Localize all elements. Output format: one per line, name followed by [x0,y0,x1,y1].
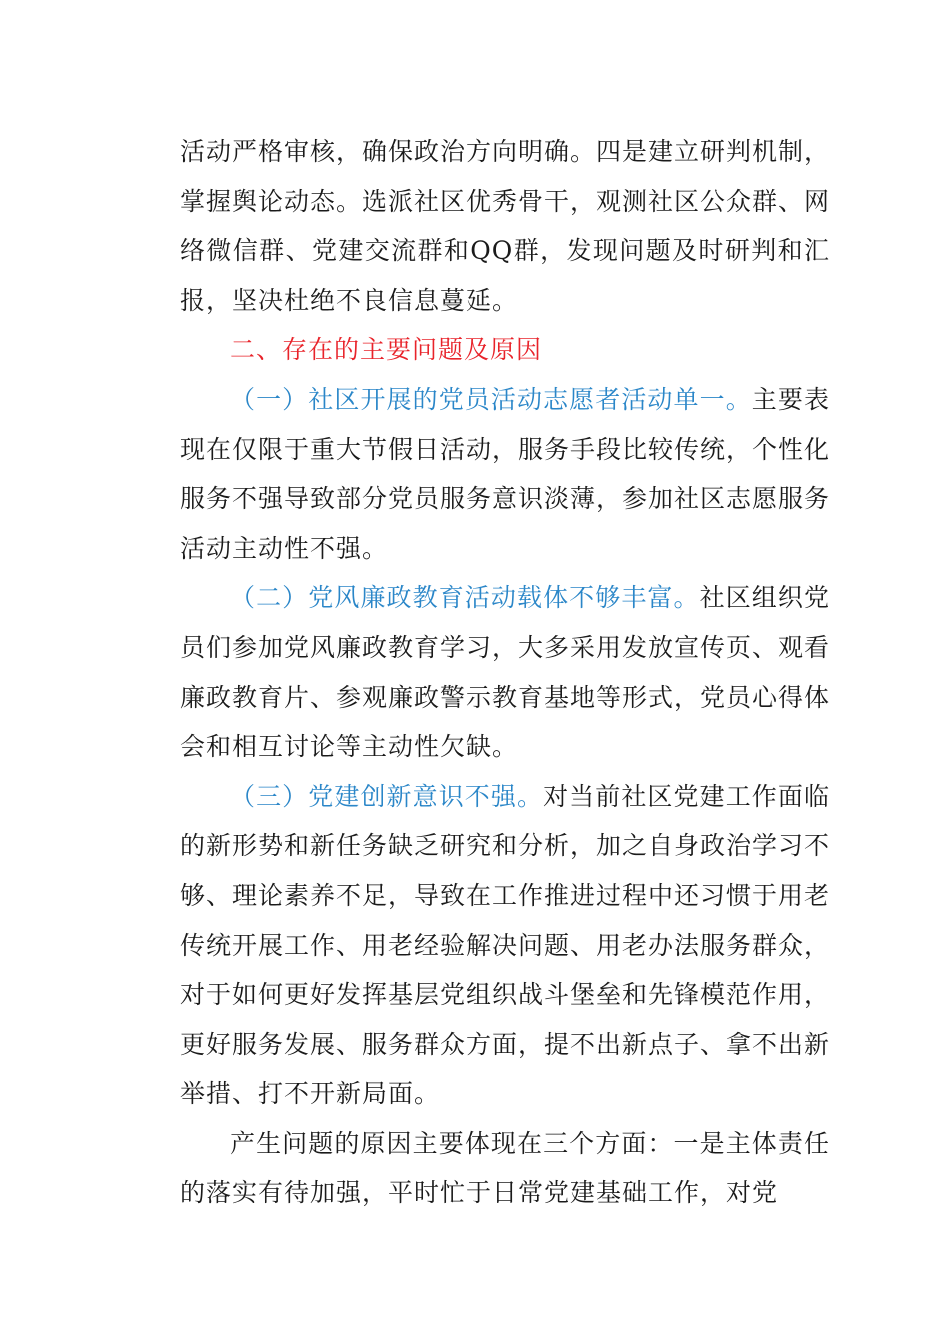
problem-item-3-title: （三）党建创新意识不强。 [230,781,544,811]
continued-paragraph: 活动严格审核，确保政治方向明确。四是建立研判机制，掌握舆论动态。选派社区优秀骨干，观测社区公众群、网络微信群、党建交流群和QQ群，发现问题及时研判和汇报，坚决杜绝不良信息蔓延。 [180,137,831,315]
problem-item-3-body: 对当前社区党建工作面临的新形势和新任务缺乏研究和分析，加之自身政治学习不够、理论素养不足，导致在工作推进过程中还习惯于用老传统开展工作、用老经验解决问题、用老办法服务群众，对于如何更好发挥基层党组织战斗堡垒和先锋模范作用，更好服务发展、服务群众方面，提不出新点子、拿不出新举措、打不开新局面。 [180,781,831,1109]
problem-item-2-title: （二）党风廉政教育活动载体不够丰富。 [230,583,700,613]
problem-item-1-title: （一）社区开展的党员活动志愿者活动单一。 [230,384,752,414]
problem-item-1 [180,375,830,573]
problem-item-2-body: 社区组织党员们参加党风廉政教育学习，大多采用发放宣传页、观看廉政教育片、参观廉政警示教育基地等形式，党员心得体会和相互讨论等主动性欠缺。 [180,583,831,762]
problem-item-1-body: 主要表现在仅限于重大节假日活动，服务手段比较传统，个性化服务不强导致部分党员服务意识淡薄，参加社区志愿服务活动主动性不强。 [180,384,831,563]
problem-item-2 [180,573,830,771]
closing-paragraph: 产生问题的原因主要体现在三个方面：一是主体责任的落实有待加强，平时忙于日常党建基础工作，对党 [180,1128,830,1208]
problem-item-3 [180,772,830,1119]
section-heading: 二、存在的主要问题及原因 [230,335,543,365]
document-body [180,127,830,1218]
